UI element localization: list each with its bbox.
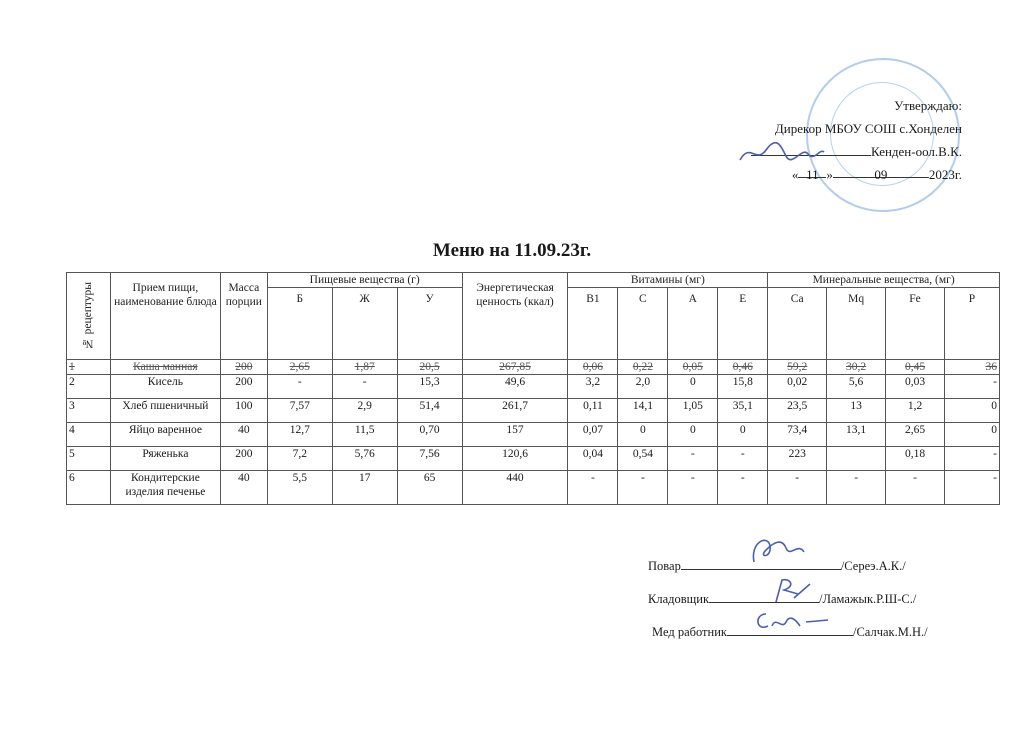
subheader: Са xyxy=(768,288,827,360)
table-cell-u: 65 xyxy=(397,471,462,505)
medic-label: Мед работник xyxy=(652,625,727,639)
table-cell-energy: 120,6 xyxy=(462,447,568,471)
subheader: В1 xyxy=(568,288,618,360)
date-month: 09 xyxy=(833,163,929,178)
table-cell-name: Яйцо варенное xyxy=(110,423,220,447)
table-cell-c: 0,22 xyxy=(618,360,668,375)
table-cell-b1: 0,06 xyxy=(568,360,618,375)
table-cell-energy: 440 xyxy=(462,471,568,505)
table-cell-fe: 0,45 xyxy=(886,360,945,375)
table-row xyxy=(67,399,1000,423)
menu-table-body xyxy=(67,360,1000,505)
director-signature-icon xyxy=(736,138,826,168)
header-recipe-no: № рецептуры xyxy=(67,273,111,360)
table-cell-mg: 13 xyxy=(827,399,886,423)
date-year: 2023г. xyxy=(928,167,962,182)
table-cell-energy: 157 xyxy=(462,423,568,447)
table-cell-b: 2,65 xyxy=(267,360,332,375)
table-cell-no: 3 xyxy=(67,399,111,423)
table-cell-no: 1 xyxy=(67,360,111,375)
table-cell-b: - xyxy=(267,375,332,399)
table-cell-e: 0 xyxy=(718,423,768,447)
table-cell-mg: - xyxy=(827,471,886,505)
approval-heading: Утверждаю: xyxy=(894,98,962,113)
table-cell-no: 4 xyxy=(67,423,111,447)
storekeeper-name: /Ламажык.Р.Ш-С./ xyxy=(819,592,917,606)
table-cell-zh: - xyxy=(332,375,397,399)
table-cell-b1: 3,2 xyxy=(568,375,618,399)
table-cell-mass: 200 xyxy=(220,375,267,399)
table-cell-e: - xyxy=(718,471,768,505)
table-cell-zh: 1,87 xyxy=(332,360,397,375)
subheader: А xyxy=(668,288,718,360)
table-cell-c: - xyxy=(618,471,668,505)
date-quote-close: » xyxy=(826,167,833,182)
table-cell-energy: 261,7 xyxy=(462,399,568,423)
header-minerals: Минеральные вещества, (мг) xyxy=(768,273,1000,288)
table-cell-e: 35,1 xyxy=(718,399,768,423)
table-cell-mg xyxy=(827,447,886,471)
subheader: Мq xyxy=(827,288,886,360)
subheader: Ж xyxy=(332,288,397,360)
table-cell-ca: 0,02 xyxy=(768,375,827,399)
table-cell-a: - xyxy=(668,471,718,505)
menu-table xyxy=(66,272,1000,505)
table-cell-zh: 11,5 xyxy=(332,423,397,447)
table-cell-no: 5 xyxy=(67,447,111,471)
subheader: Б xyxy=(267,288,332,360)
date-day: 11 xyxy=(798,163,826,178)
page-title: Меню на 11.09.23г. xyxy=(432,240,592,261)
table-cell-energy: 49,6 xyxy=(462,375,568,399)
table-cell-zh: 5,76 xyxy=(332,447,397,471)
subheader: С xyxy=(618,288,668,360)
table-row xyxy=(67,447,1000,471)
medic-name: /Салчак.М.Н./ xyxy=(852,625,928,639)
table-row xyxy=(67,423,1000,447)
table-cell-mass: 200 xyxy=(220,447,267,471)
table-cell-name: Каша манная xyxy=(110,360,220,375)
subheader: Е xyxy=(718,288,768,360)
cook-name: /Сереэ.А.К./ xyxy=(840,559,906,573)
table-cell-mg: 13,1 xyxy=(827,423,886,447)
table-cell-mass: 40 xyxy=(220,471,267,505)
table-cell-u: 20,5 xyxy=(397,360,462,375)
table-cell-mass: 200 xyxy=(220,360,267,375)
table-cell-mg: 30,2 xyxy=(827,360,886,375)
table-cell-ca: 223 xyxy=(768,447,827,471)
table-cell-p: - xyxy=(945,471,1000,505)
header-mass: Масса порции xyxy=(220,273,267,360)
table-cell-energy: 267,85 xyxy=(462,360,568,375)
table-cell-mass: 100 xyxy=(220,399,267,423)
table-cell-p: - xyxy=(945,447,1000,471)
table-cell-a: - xyxy=(668,447,718,471)
table-cell-b1: 0,07 xyxy=(568,423,618,447)
table-cell-b: 7,2 xyxy=(267,447,332,471)
table-cell-u: 7,56 xyxy=(397,447,462,471)
table-cell-zh: 17 xyxy=(332,471,397,505)
storekeeper-label: Кладовщик xyxy=(648,592,710,606)
table-cell-fe: - xyxy=(886,471,945,505)
date-quote-open: « xyxy=(791,167,799,182)
header-nutrients: Пищевые вещества (г) xyxy=(267,273,462,288)
table-row xyxy=(67,360,1000,375)
table-cell-c: 14,1 xyxy=(618,399,668,423)
table-cell-e: 15,8 xyxy=(718,375,768,399)
subheader: Fe xyxy=(886,288,945,360)
approval-name: Кенден-оол.В.К. xyxy=(871,144,962,159)
table-cell-mass: 40 xyxy=(220,423,267,447)
table-cell-p: - xyxy=(945,375,1000,399)
subheader: Р xyxy=(945,288,1000,360)
table-cell-e: - xyxy=(718,447,768,471)
table-cell-b1: 0,11 xyxy=(568,399,618,423)
table-cell-ca: - xyxy=(768,471,827,505)
table-cell-ca: 59,2 xyxy=(768,360,827,375)
table-cell-b: 7,57 xyxy=(267,399,332,423)
header-meal: Прием пищи, наименование блюда xyxy=(110,273,220,360)
table-cell-mg: 5,6 xyxy=(827,375,886,399)
table-cell-u: 15,3 xyxy=(397,375,462,399)
table-cell-name: Кисель xyxy=(110,375,220,399)
table-cell-b1: 0,04 xyxy=(568,447,618,471)
table-cell-a: 0 xyxy=(668,375,718,399)
table-cell-fe: 2,65 xyxy=(886,423,945,447)
cook-label: Повар xyxy=(648,559,681,573)
table-cell-a: 0,05 xyxy=(668,360,718,375)
table-cell-b1: - xyxy=(568,471,618,505)
table-cell-name: Хлеб пшеничный xyxy=(110,399,220,423)
table-cell-fe: 0,18 xyxy=(886,447,945,471)
table-cell-a: 0 xyxy=(668,423,718,447)
subheader: У xyxy=(397,288,462,360)
medic-signature-icon xyxy=(752,606,832,636)
table-cell-p: 36 xyxy=(945,360,1000,375)
table-cell-e: 0,46 xyxy=(718,360,768,375)
table-row xyxy=(67,375,1000,399)
table-cell-c: 2,0 xyxy=(618,375,668,399)
table-cell-c: 0 xyxy=(618,423,668,447)
table-cell-p: 0 xyxy=(945,399,1000,423)
table-cell-p: 0 xyxy=(945,423,1000,447)
table-cell-u: 51,4 xyxy=(397,399,462,423)
table-cell-a: 1,05 xyxy=(668,399,718,423)
table-cell-u: 0,70 xyxy=(397,423,462,447)
table-cell-no: 2 xyxy=(67,375,111,399)
table-cell-b: 5,5 xyxy=(267,471,332,505)
cook-signature-icon xyxy=(748,532,808,568)
table-cell-name: Ряженька xyxy=(110,447,220,471)
table-cell-ca: 73,4 xyxy=(768,423,827,447)
table-row xyxy=(67,471,1000,505)
table-cell-b: 12,7 xyxy=(267,423,332,447)
storekeeper-signature-icon xyxy=(768,576,818,606)
table-cell-c: 0,54 xyxy=(618,447,668,471)
table-cell-zh: 2,9 xyxy=(332,399,397,423)
table-cell-name: Кондитерские изделия печенье xyxy=(110,471,220,505)
table-cell-ca: 23,5 xyxy=(768,399,827,423)
table-cell-no: 6 xyxy=(67,471,111,505)
header-energy: Энергетическая ценность (ккал) xyxy=(462,273,568,360)
table-cell-fe: 1,2 xyxy=(886,399,945,423)
approval-position: Дирекор МБОУ СОШ с.Хонделен xyxy=(774,121,962,136)
table-cell-fe: 0,03 xyxy=(886,375,945,399)
header-vitamins: Витамины (мг) xyxy=(568,273,768,288)
